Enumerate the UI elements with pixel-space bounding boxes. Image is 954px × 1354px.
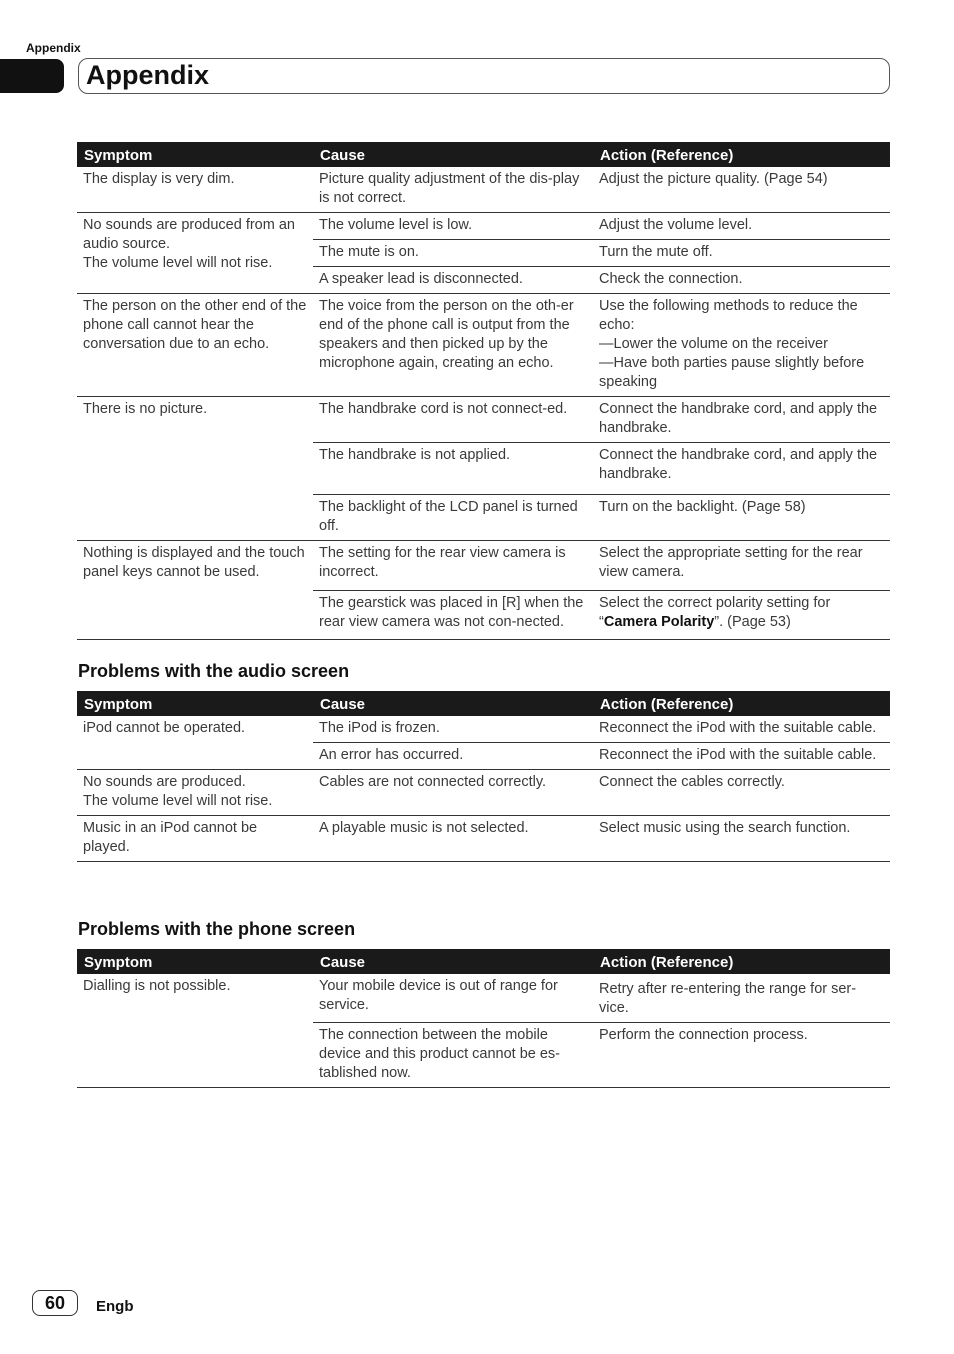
column-header-action: Action (Reference): [593, 142, 890, 167]
symptom-cell: iPod cannot be operated.: [77, 716, 313, 770]
action-line: —Lower the volume on the receiver: [599, 336, 828, 352]
column-header-symptom: Symptom: [77, 949, 313, 974]
action-cell: Retry after re-entering the range for ser-vice.: [593, 974, 890, 1023]
symptom-line: The volume level will not rise.: [83, 793, 273, 809]
column-header-symptom: Symptom: [77, 142, 313, 167]
setting-name: Camera Polarity: [603, 614, 715, 630]
cause-cell: The setting for the rear view camera is incorrect.: [313, 541, 593, 591]
cause-cell: The iPod is frozen.: [313, 716, 593, 743]
cause-cell: The handbrake cord is not connect-ed.: [313, 397, 593, 443]
table-row: [77, 716, 890, 743]
symptom-cell: Music in an iPod cannot be played.: [77, 816, 313, 862]
table-row: [77, 294, 890, 397]
action-text: Select the correct polarity setting for “: [599, 595, 831, 630]
action-cell: [593, 294, 890, 397]
action-cell: Connect the handbrake cord, and apply the handbrake.: [593, 397, 890, 443]
symptom-cell: Dialling is not possible.: [77, 974, 313, 1088]
cause-cell: Your mobile device is out of range for service.: [313, 974, 593, 1023]
table-row: [77, 816, 890, 862]
language-code: Engb: [96, 1298, 134, 1315]
action-cell: Connect the handbrake cord, and apply the handbrake.: [593, 443, 890, 495]
action-text: ”. (Page 53): [714, 614, 791, 630]
action-cell: Reconnect the iPod with the suitable cable.: [593, 743, 890, 770]
page-title: Appendix: [86, 60, 210, 90]
cause-cell: The handbrake is not applied.: [313, 443, 593, 495]
cause-cell: The gearstick was placed in [R] when the rear view camera was not con-nected.: [313, 591, 593, 640]
table-row: [77, 397, 890, 443]
troubleshooting-table-phone: [77, 949, 890, 1088]
action-cell: [593, 591, 890, 640]
column-header-action: Action (Reference): [593, 949, 890, 974]
action-cell: Check the connection.: [593, 267, 890, 294]
cause-cell: The volume level is low.: [313, 213, 593, 240]
column-header-symptom: Symptom: [77, 691, 313, 716]
action-cell: Turn the mute off.: [593, 240, 890, 267]
symptom-line: No sounds are produced.: [83, 774, 246, 790]
table-row: [77, 974, 890, 1023]
section-heading-audio: Problems with the audio screen: [78, 661, 350, 681]
action-cell: Connect the cables correctly.: [593, 770, 890, 816]
symptom-line: The volume level will not rise.: [83, 255, 273, 271]
symptom-cell: [77, 213, 313, 294]
symptom-cell: The display is very dim.: [77, 167, 313, 213]
table-row: [77, 541, 890, 591]
cause-cell: Cables are not connected correctly.: [313, 770, 593, 816]
action-cell: Perform the connection process.: [593, 1023, 890, 1088]
table-row: [77, 213, 890, 240]
cause-cell: An error has occurred.: [313, 743, 593, 770]
troubleshooting-table-general: [77, 142, 890, 640]
column-header-cause: Cause: [313, 142, 593, 167]
cause-cell: The connection between the mobile device and this product cannot be es-tablished now.: [313, 1023, 593, 1088]
troubleshooting-table-audio: [77, 691, 890, 862]
table-header-row: [77, 949, 890, 974]
column-header-cause: Cause: [313, 691, 593, 716]
section-heading-phone: Problems with the phone screen: [78, 919, 356, 939]
symptom-cell: The person on the other end of the phone call cannot hear the conversation due to an echo.: [77, 294, 313, 397]
action-cell: Turn on the backlight. (Page 58): [593, 495, 890, 541]
action-cell: Select the appropriate setting for the rear view camera.: [593, 541, 890, 591]
action-line: —Have both parties pause slightly before speaking: [599, 355, 865, 390]
symptom-cell: Nothing is displayed and the touch panel keys cannot be used.: [77, 541, 313, 640]
cause-cell: A speaker lead is disconnected.: [313, 267, 593, 294]
action-line: Use the following methods to reduce the echo:: [599, 298, 858, 333]
table-row: [77, 770, 890, 816]
cause-cell: A playable music is not selected.: [313, 816, 593, 862]
action-cell: Adjust the volume level.: [593, 213, 890, 240]
column-header-action: Action (Reference): [593, 691, 890, 716]
running-head: Appendix: [26, 41, 81, 55]
section-tab: [0, 59, 64, 93]
symptom-line: No sounds are produced from an audio source.: [83, 217, 295, 252]
action-cell: Select music using the search function.: [593, 816, 890, 862]
action-cell: Adjust the picture quality. (Page 54): [593, 167, 890, 213]
cause-cell: The mute is on.: [313, 240, 593, 267]
table-header-row: [77, 691, 890, 716]
table-row: [77, 167, 890, 213]
cause-cell: Picture quality adjustment of the dis-play is not correct.: [313, 167, 593, 213]
cause-cell: The backlight of the LCD panel is turned off.: [313, 495, 593, 541]
cause-cell: The voice from the person on the oth-er end of the phone call is output from the speakers and then picked up by the microphone again, creating an echo.: [313, 294, 593, 397]
action-cell: Reconnect the iPod with the suitable cable.: [593, 716, 890, 743]
symptom-cell: [77, 770, 313, 816]
table-header-row: [77, 142, 890, 167]
column-header-cause: Cause: [313, 949, 593, 974]
symptom-cell: There is no picture.: [77, 397, 313, 541]
page-number: 60: [32, 1290, 78, 1316]
